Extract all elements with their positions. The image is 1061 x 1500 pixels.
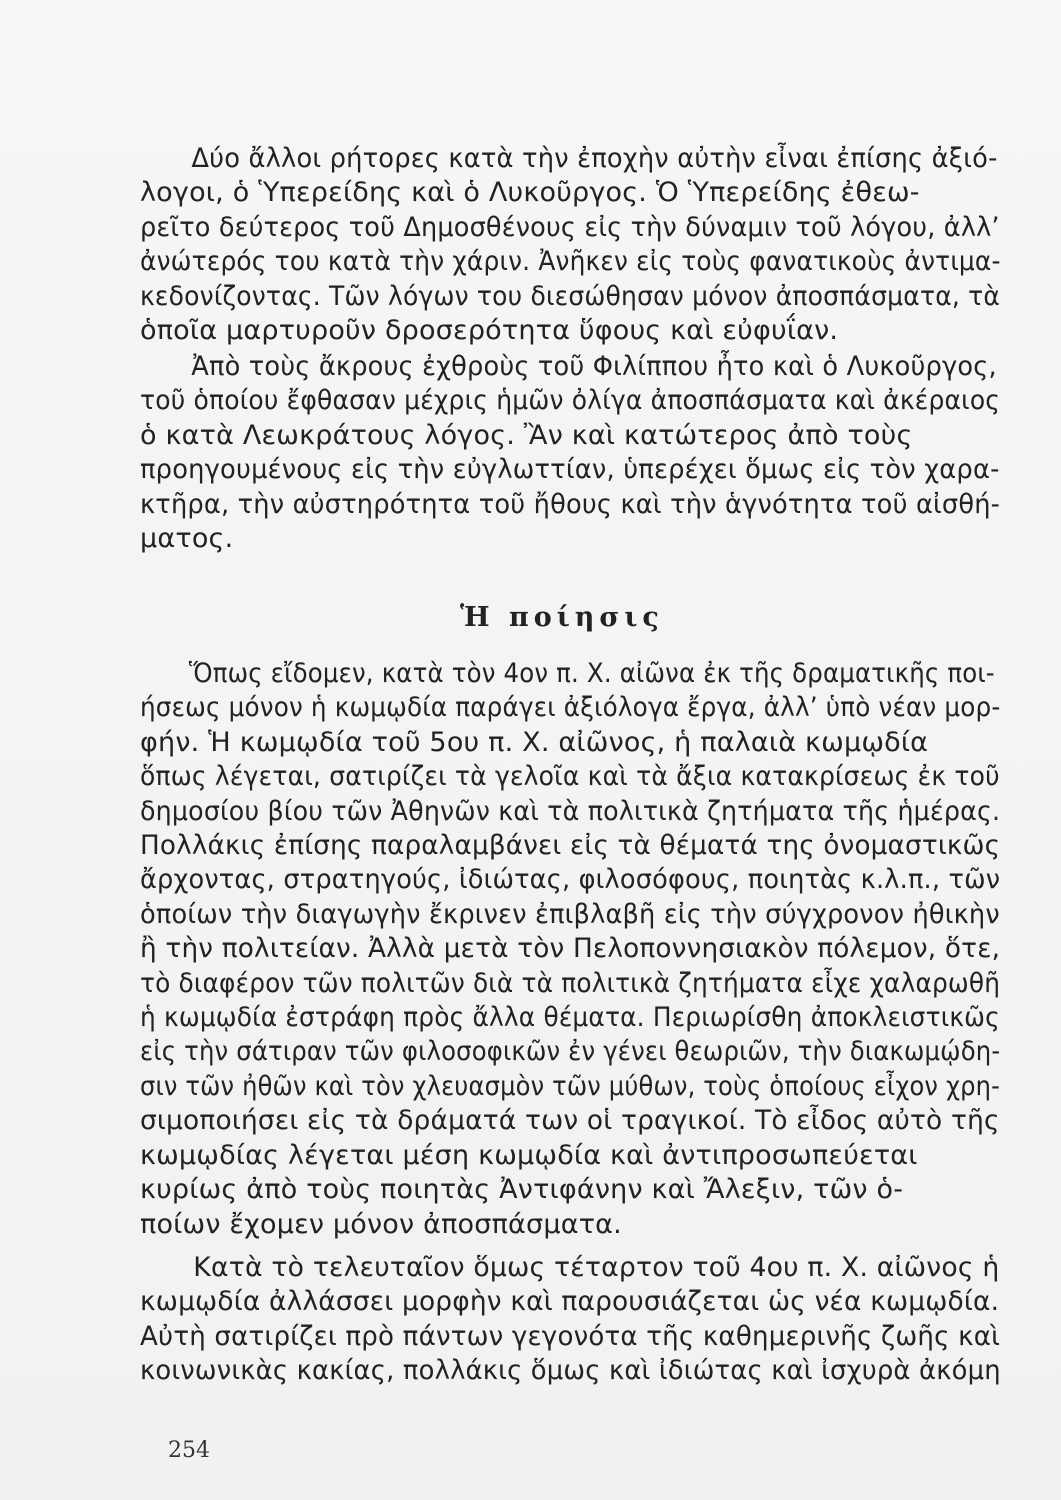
text-line: Ὅπως εἴδομεν, κατὰ τὸν 4ον π. Χ. αἰῶνα ἐκ τῆς δραματικῆς ποι- — [188, 658, 995, 689]
text-line: ἄρχοντας, στρατηγούς, ἰδιώτας, φιλοσόφους, ποιητὰς κ.λ.π., τῶν — [140, 864, 1001, 896]
text-line: ἢ τὴν πολιτείαν. Ἀλλὰ μετὰ τὸν Πελοποννησιακὸν πόλεμον, ὅτε, — [140, 933, 1001, 965]
text-line: λογοι, ὁ Ὑπερείδης καὶ ὁ Λυκοῦργος. Ὁ Ὑπερείδης ἐθεω- — [140, 177, 920, 209]
text-line: τὸ διαφέρον τῶν πολιτῶν διὰ τὰ πολιτικὰ ζητήματα εἶχε χαλαρωθῆ — [140, 967, 1001, 999]
text-line: τοῦ ὁποίου ἔφθασαν μέχρις ἡμῶν ὀλίγα ἀποσπάσματα καὶ ἀκέραιος — [140, 385, 1001, 417]
text-line: ὁ κατὰ Λεωκράτους λόγος. Ἂν καὶ κατώτερος ἀπὸ τοὺς — [140, 419, 913, 451]
text-line: Δύο ἄλλοι ρήτορες κατὰ τὴν ἐποχὴν αὐτὴν εἶναι ἐπίσης ἀξιό- — [191, 143, 998, 174]
text-line: ποίων ἔχομεν μόνον ἀποσπάσματα. — [140, 1208, 622, 1240]
text-line: Κατὰ τὸ τελευταῖον ὅμως τέταρτον τοῦ 4ου π. Χ. αἰῶνος ἡ — [193, 1252, 1000, 1283]
text-line: ήσεως μόνον ἡ κωμῳδία παράγει ἀξιόλογα ἔργα, ἀλλ’ ὑπὸ νέαν μορ- — [140, 692, 1001, 724]
text-line: ὁποῖα μαρτυροῦν δροσερότητα ὕφους καὶ εὐφυΐαν. — [140, 315, 839, 347]
text-line: ρεῖτο δεύτερος τοῦ Δημοσθένους εἰς τὴν δύναμιν τοῦ λόγου, ἀλλ’ — [140, 211, 1000, 243]
text-line: φήν. Ἡ κωμῳδία τοῦ 5ου π. Χ. αἰῶνος, ἡ παλαιὰ κωμῳδία — [140, 726, 929, 758]
text-line: Πολλάκις ἐπίσης παραλαμβάνει εἰς τὰ θέματά της ὀνομαστικῶς — [140, 830, 1001, 862]
section-heading: Ἡ ποίησις — [460, 602, 664, 633]
text-line: Ἀπὸ τοὺς ἄκρους ἐχθροὺς τοῦ Φιλίππου ἦτο καὶ ὁ Λυκοῦργος, — [191, 351, 997, 382]
page-number: 254 — [168, 1438, 210, 1463]
text-line: κυρίως ἀπὸ τοὺς ποιητὰς Ἀντιφάνην καὶ Ἄλεξιν, τῶν ὁ- — [140, 1174, 904, 1206]
text-line: εἰς τὴν σάτιραν τῶν φιλοσοφικῶν ἐν γένει θεωριῶν, τὴν διακωμῴδη- — [140, 1036, 1001, 1068]
paragraph-2 — [140, 350, 1000, 556]
paragraph-4 — [140, 1251, 1000, 1389]
text-line: δημοσίου βίου τῶν Ἀθηνῶν καὶ τὰ πολιτικὰ ζητήματα τῆς ἡμέρας. — [140, 795, 1001, 827]
text-line: κτῆρα, τὴν αὐστηρότητα τοῦ ἤθους καὶ τὴν ἁγνότητα τοῦ αἰσθή- — [140, 488, 1001, 520]
text-line: ματος. — [140, 523, 234, 555]
text-line: ἡ κωμῳδία ἐστράφη πρὸς ἄλλα θέματα. Περιωρίσθη ἀποκλειστικῶς — [140, 1002, 1000, 1034]
text-line: κωμῳδία ἀλλάσσει μορφὴν καὶ παρουσιάζεται ὡς νέα κωμῳδία. — [140, 1286, 1000, 1318]
text-line: κοινωνικὰς κακίας, πολλάκις ὅμως καὶ ἰδιώτας καὶ ἰσχυρὰ ἀκόμη — [140, 1355, 1001, 1387]
text-line: Αὐτὴ σατιρίζει πρὸ πάντων γεγονότα τῆς καθημερινῆς ζωῆς καὶ — [140, 1320, 1001, 1352]
text-line: προηγουμένους εἰς τὴν εὐγλωττίαν, ὑπερέχει ὅμως εἰς τὸν χαρα- — [140, 454, 1000, 486]
text-line: κεδονίζοντας. Τῶν λόγων του διεσώθησαν μόνον ἀποσπάσματα, τὰ — [140, 280, 1001, 312]
text-line: ὁποίων τὴν διαγωγὴν ἔκρινεν ἐπιβλαβῆ εἰς τὴν σύγχρονον ἠθικὴν — [140, 898, 1000, 930]
text-line: σιν τῶν ἠθῶν καὶ τὸν χλευασμὸν τῶν μύθων, τοὺς ὁποίους εἶχον χρη- — [140, 1070, 1001, 1102]
text-line: ἀνώτερός του κατὰ τὴν χάριν. Ἀνῆκεν εἰς τοὺς φανατικοὺς ἀντιμα- — [140, 246, 1001, 278]
text-line: κωμῳδίας λέγεται μέση κωμῳδία καὶ ἀντιπροσωπεύεται — [140, 1139, 918, 1171]
paragraph-3 — [140, 657, 1000, 1242]
text-line: σιμοποιήσει εἰς τὰ δράματά των οἱ τραγικοί. Τὸ εἶδος αὐτὸ τῆς — [140, 1105, 1000, 1137]
paragraph-1 — [140, 142, 1000, 348]
text-line: ὅπως λέγεται, σατιρίζει τὰ γελοῖα καὶ τὰ ἄξια κατακρίσεως ἐκ τοῦ — [140, 761, 1000, 793]
